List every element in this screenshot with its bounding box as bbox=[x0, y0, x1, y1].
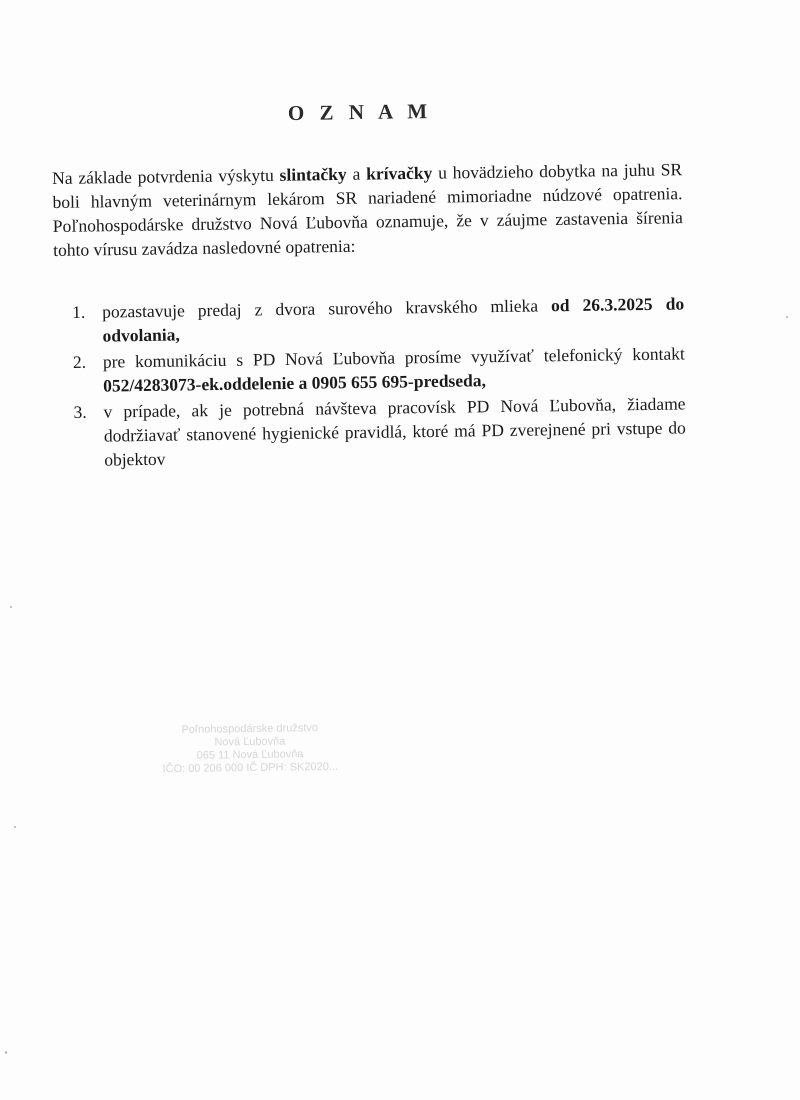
intro-paragraph bbox=[52, 157, 683, 262]
stamp-line: Nová Ľubovňa bbox=[214, 735, 286, 749]
document-title: O Z N A M bbox=[287, 98, 433, 126]
intro-bold-krivacky: krívačky bbox=[366, 162, 433, 184]
stamp-line: 065 11 Nová Ľubovňa bbox=[196, 748, 304, 762]
list-item-text: pre komunikáciu s PD Nová Ľubovňa prosíme využívať telefonický kontakt bbox=[102, 343, 685, 372]
scan-speck bbox=[5, 1051, 7, 1054]
list-item-number: 1. bbox=[72, 301, 86, 322]
list-item bbox=[72, 291, 685, 348]
list-item-text: pozastavuje predaj z dvora surového kravského mlieka bbox=[102, 295, 552, 322]
intro-text-1: Na základe potvrdenia výskytu bbox=[52, 164, 280, 188]
stamp-line: Poľnohospodárske družstvo bbox=[181, 722, 319, 736]
intro-bold-slintacky: slintačky bbox=[279, 163, 347, 185]
measures-list bbox=[72, 291, 686, 474]
list-item-number: 3. bbox=[73, 401, 87, 422]
list-item-text: v prípade, ak je potrebná návšteva pracovísk PD Nová Ľubovňa, žiadame dodržiavať stanovené hygienické pravidlá, ktoré má PD zverejnené pri vstupe do objektov bbox=[103, 393, 686, 470]
list-item bbox=[73, 341, 686, 398]
scan-speck bbox=[14, 826, 16, 828]
intro-text-3: u hovädzieho dobytka na juhu SR boli hlavným veterinárnym lekárom SR nariadené mimoriadne núdzové opatrenia. Poľnohospodárske družstvo Nová Ľubovňa oznamuje, že v záujme zastavenia šírenia tohto vírusu zavádza nasledovné opatrenia: bbox=[52, 159, 683, 260]
list-item bbox=[73, 391, 686, 472]
list-item-bold: 052/4283073-ek.oddelenie a 0905 655 695-predseda, bbox=[103, 370, 487, 396]
scan-speck bbox=[786, 316, 788, 318]
stamp-line: IČO: 00 206 000 IČ DPH: SK2020... bbox=[162, 760, 339, 776]
list-item-number: 2. bbox=[72, 351, 87, 372]
scan-speck bbox=[10, 606, 12, 608]
intro-text-2: a bbox=[346, 163, 367, 184]
list-item-bold: od 26.3.2025 do odvolania, bbox=[102, 293, 685, 346]
faded-stamp bbox=[150, 722, 351, 777]
